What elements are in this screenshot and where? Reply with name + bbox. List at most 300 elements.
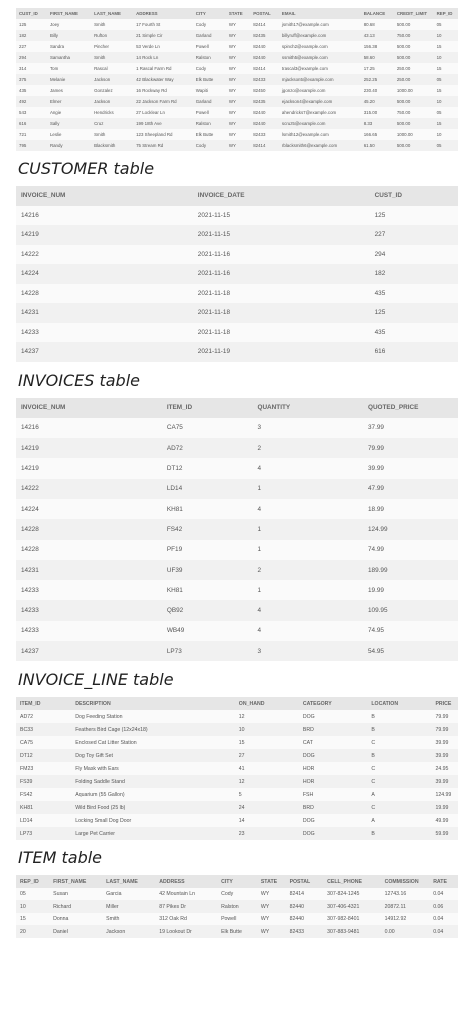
table-cell: 294 [370, 245, 458, 265]
table-cell: AD72 [16, 710, 71, 723]
table-cell: Garcia [102, 888, 155, 901]
table-row [16, 284, 458, 304]
header-row [16, 186, 458, 206]
table-cell: 14224 [16, 499, 162, 519]
table-cell: 315.00 [361, 107, 394, 118]
table-cell: 4 [252, 600, 363, 620]
table-cell: Blacksmith [91, 140, 133, 151]
table-row [16, 74, 458, 85]
table-cell: 58.60 [361, 52, 394, 63]
table-row [16, 580, 458, 600]
table-cell: 23 [235, 827, 299, 840]
table-cell: 294 [16, 52, 47, 63]
table-cell: 1 Rascal Farm Rd [133, 63, 193, 74]
table-cell: 39.99 [431, 749, 458, 762]
table-cell: 10 [434, 129, 458, 140]
table-cell: Jackson [102, 925, 155, 938]
table-cell: 14233 [16, 600, 162, 620]
table-cell: 42 Blackwater Way [133, 74, 193, 85]
table-cell: 15 [16, 913, 49, 926]
table-cell: 166.65 [361, 129, 394, 140]
table-cell: 37.99 [363, 418, 458, 438]
rep-data-table [16, 875, 458, 938]
table-cell: 189.99 [363, 560, 458, 580]
table-cell: Powell [193, 41, 226, 52]
table-cell: 43.13 [361, 30, 394, 41]
table-cell: Sandra [47, 41, 91, 52]
invoice-line-data-table [16, 398, 458, 662]
table-row [16, 206, 458, 226]
table-cell: 1000.00 [394, 85, 434, 96]
table-cell: 14222 [16, 245, 193, 265]
table-cell: Cody [217, 888, 257, 901]
table-cell: 21 Simple Cir [133, 30, 193, 41]
table-cell: Elk Butte [193, 129, 226, 140]
table-cell: Billy [47, 30, 91, 41]
table-cell: 14216 [16, 206, 193, 226]
table-cell: 435 [16, 85, 47, 96]
table-cell: 2021-11-18 [193, 284, 370, 304]
table-cell: QB92 [162, 600, 253, 620]
table-cell: 307-824-1245 [323, 888, 380, 901]
table-cell: 14219 [16, 458, 162, 478]
table-row [16, 913, 458, 926]
table-cell: James [47, 85, 91, 96]
table-cell: 24.95 [431, 762, 458, 775]
table-cell: 10 [434, 96, 458, 107]
table-cell: DOG [299, 827, 368, 840]
table-row [16, 479, 458, 499]
table-cell: 250.00 [394, 63, 434, 74]
table-cell: 74.95 [363, 621, 458, 641]
table-cell: Ralston [217, 900, 257, 913]
table-row [16, 710, 458, 723]
table-cell: WY [226, 41, 250, 52]
table-cell: 14231 [16, 303, 193, 323]
table-cell: WY [257, 913, 286, 926]
header-row [16, 875, 458, 888]
table-cell: 82433 [250, 129, 279, 140]
table-cell: C [367, 736, 431, 749]
table-cell: 14231 [16, 560, 162, 580]
column-header: EMAIL [279, 8, 361, 19]
table-cell: 1 [252, 519, 363, 539]
column-header: LAST_NAME [91, 8, 133, 19]
table-cell: 17.25 [361, 63, 394, 74]
table-cell: Jackson [91, 96, 133, 107]
table-cell: 75 Stream Rd [133, 140, 193, 151]
table-row [16, 801, 458, 814]
table-row [16, 888, 458, 901]
table-cell: Elk Butte [193, 74, 226, 85]
table-cell: UF39 [162, 560, 253, 580]
header-row [16, 8, 458, 19]
table-cell: 182 [16, 30, 47, 41]
table-row [16, 63, 458, 74]
table-cell: 42 Mountain Ln [155, 888, 217, 901]
table-cell: 721 [16, 129, 47, 140]
table-cell: KH81 [16, 801, 71, 814]
table-cell: KH81 [162, 499, 253, 519]
table-cell: Smith [91, 52, 133, 63]
table-cell: 15 [235, 736, 299, 749]
table-cell: WY [226, 107, 250, 118]
column-header: LOCATION [367, 697, 431, 710]
table-row [16, 814, 458, 827]
table-cell: 82414 [250, 140, 279, 151]
table-cell: 2021-11-15 [193, 225, 370, 245]
table-cell: 47.99 [363, 479, 458, 499]
table-cell: 1 [252, 540, 363, 560]
table-cell: 314 [16, 63, 47, 74]
table-cell: 14233 [16, 323, 193, 343]
header-row [16, 398, 458, 418]
table-row [16, 749, 458, 762]
table-row [16, 723, 458, 736]
table-cell: 435 [370, 284, 458, 304]
table-cell: 0.04 [429, 913, 458, 926]
table-cell: 14216 [16, 418, 162, 438]
column-header: POSTAL [250, 8, 279, 19]
column-header: STATE [226, 8, 250, 19]
table-cell: WY [226, 96, 250, 107]
table-cell: B [367, 749, 431, 762]
table-row [16, 52, 458, 63]
column-header: INVOICE_DATE [193, 186, 370, 206]
table-cell: 8.33 [361, 118, 394, 129]
table-cell: 2 [252, 438, 363, 458]
column-header: STATE [257, 875, 286, 888]
table-cell: Enclosed Cat Litter Station [71, 736, 235, 749]
table-cell: 5 [235, 788, 299, 801]
table-cell: 1 [252, 479, 363, 499]
table-row [16, 342, 458, 362]
table-row [16, 129, 458, 140]
table-cell: BRD [299, 723, 368, 736]
table-cell: Cody [193, 19, 226, 30]
table-cell: 4 [252, 621, 363, 641]
table-cell: C [367, 775, 431, 788]
table-cell: 750.00 [394, 30, 434, 41]
table-cell: KH81 [162, 580, 253, 600]
table-cell: WY [257, 900, 286, 913]
table-cell: DOG [299, 814, 368, 827]
table-cell: 500.00 [394, 118, 434, 129]
table-cell: 124.99 [363, 519, 458, 539]
table-cell: 3 [252, 418, 363, 438]
table-cell: 05 [434, 107, 458, 118]
table-cell: Locking Small Dog Door [71, 814, 235, 827]
table-row [16, 519, 458, 539]
table-cell: scruz5@example.com [279, 118, 361, 129]
invoices-table-title: INVOICES table [18, 370, 140, 390]
table-cell: 82440 [286, 913, 324, 926]
table-row [16, 458, 458, 478]
table-cell: 39.99 [431, 736, 458, 749]
table-cell: ahendricks7@example.com [279, 107, 361, 118]
table-cell: 14219 [16, 438, 162, 458]
table-cell: 125 [370, 206, 458, 226]
table-cell: 10 [235, 723, 299, 736]
table-cell: Randy [47, 140, 91, 151]
table-cell: B [367, 710, 431, 723]
table-cell: HOR [299, 762, 368, 775]
table-row [16, 540, 458, 560]
table-cell: 80.68 [361, 19, 394, 30]
table-cell: 15 [434, 63, 458, 74]
table-row [16, 499, 458, 519]
table-cell: Smith [91, 129, 133, 140]
table-cell: 500.00 [394, 41, 434, 52]
table-cell: 82440 [250, 118, 279, 129]
table-cell: 41 [235, 762, 299, 775]
table-cell: 19.99 [431, 801, 458, 814]
column-header: PRICE [431, 697, 458, 710]
table-cell: 1 [252, 580, 363, 600]
table-cell: 307-406-4321 [323, 900, 380, 913]
column-header: QUOTED_PRICE [363, 398, 458, 418]
table-cell: 82440 [250, 107, 279, 118]
table-cell: 14237 [16, 641, 162, 661]
customer-data-table [16, 8, 458, 151]
header-row [16, 697, 458, 710]
table-cell: 435 [370, 323, 458, 343]
table-cell: mjackson5@example.com [279, 74, 361, 85]
table-cell: BRD [299, 801, 368, 814]
table-cell: AD72 [162, 438, 253, 458]
column-header: FIRST_NAME [49, 875, 102, 888]
column-header: CELL_PHONE [323, 875, 380, 888]
column-header: CATEGORY [299, 697, 368, 710]
table-cell: 1000.00 [394, 129, 434, 140]
table-cell: B [367, 723, 431, 736]
table-row [16, 107, 458, 118]
table-cell: 0.04 [429, 925, 458, 938]
table-cell: Ralston [193, 52, 226, 63]
table-cell: 14233 [16, 621, 162, 641]
table-cell: 14224 [16, 264, 193, 284]
table-cell: WY [226, 30, 250, 41]
table-cell: 05 [16, 888, 49, 901]
column-header: POSTAL [286, 875, 324, 888]
table-cell: Dog Toy Gift Set [71, 749, 235, 762]
table-row [16, 418, 458, 438]
table-cell: Dog Feeding Station [71, 710, 235, 723]
table-cell: 14 Rock Ln [133, 52, 193, 63]
table-cell: 2021-11-16 [193, 264, 370, 284]
table-cell: Donna [49, 913, 102, 926]
column-header: COMMISSION [381, 875, 430, 888]
table-cell: Powell [217, 913, 257, 926]
table-cell: 05 [434, 19, 458, 30]
table-cell: 45.20 [361, 96, 394, 107]
table-cell: FM23 [16, 762, 71, 775]
table-cell: 82440 [250, 41, 279, 52]
table-cell: Pincher [91, 41, 133, 52]
table-cell: 0.06 [429, 900, 458, 913]
table-cell: 616 [16, 118, 47, 129]
table-cell: Wild Bird Food (25 lb) [71, 801, 235, 814]
table-cell: 82414 [250, 19, 279, 30]
table-cell: Tom [47, 63, 91, 74]
table-cell: FS39 [16, 775, 71, 788]
table-cell: 10 [434, 30, 458, 41]
table-cell: 312 Oak Rd [155, 913, 217, 926]
table-row [16, 775, 458, 788]
table-cell: trascal3@example.com [279, 63, 361, 74]
table-cell: 14219 [16, 225, 193, 245]
table-cell: HOR [299, 775, 368, 788]
column-header: RATE [429, 875, 458, 888]
column-header: QUANTITY [252, 398, 363, 418]
table-cell: 2021-11-18 [193, 323, 370, 343]
table-cell: 14228 [16, 284, 193, 304]
table-cell: 12 [235, 775, 299, 788]
table-cell: 79.99 [363, 438, 458, 458]
table-cell: Richard [49, 900, 102, 913]
table-cell: 87 Pikes Dr [155, 900, 217, 913]
invoices-data-table [16, 186, 458, 362]
table-row [16, 140, 458, 151]
table-cell: 15 [434, 85, 458, 96]
table-row [16, 19, 458, 30]
table-row [16, 30, 458, 41]
table-cell: Susan [49, 888, 102, 901]
table-cell: jgonzo@example.com [279, 85, 361, 96]
table-cell: 82433 [250, 74, 279, 85]
table-row [16, 303, 458, 323]
column-header: CITY [217, 875, 257, 888]
column-header: ITEM_ID [16, 697, 71, 710]
table-cell: Joey [47, 19, 91, 30]
table-cell: 10 [16, 900, 49, 913]
table-cell: WY [226, 85, 250, 96]
table-cell: WY [226, 19, 250, 30]
table-row [16, 827, 458, 840]
column-header: INVOICE_NUM [16, 186, 193, 206]
table-cell: 22 Jackson Farm Rd [133, 96, 193, 107]
table-cell: 15 [434, 41, 458, 52]
table-cell: FS42 [162, 519, 253, 539]
table-cell: A [367, 814, 431, 827]
table-cell: Jackson [91, 74, 133, 85]
table-cell: B [367, 827, 431, 840]
table-cell: Leslie [47, 129, 91, 140]
table-cell: 543 [16, 107, 47, 118]
table-cell: 82435 [250, 96, 279, 107]
table-cell: 0.00 [381, 925, 430, 938]
table-cell: Cody [193, 63, 226, 74]
table-cell: Smith [102, 913, 155, 926]
table-cell: Folding Saddle Stand [71, 775, 235, 788]
table-cell: 12 [235, 710, 299, 723]
table-cell: 250.00 [394, 74, 434, 85]
table-cell: WY [257, 925, 286, 938]
table-cell: Gonzalez [91, 85, 133, 96]
table-cell: A [367, 788, 431, 801]
table-cell: Angie [47, 107, 91, 118]
table-cell: WY [257, 888, 286, 901]
table-cell: 19 Lookout Dr [155, 925, 217, 938]
column-header: REP_ID [16, 875, 49, 888]
column-header: CUST_ID [370, 186, 458, 206]
table-cell: 82440 [286, 900, 324, 913]
table-cell: 82440 [250, 52, 279, 63]
table-cell: 14237 [16, 342, 193, 362]
column-header: BALANCE [361, 8, 394, 19]
table-cell: 14233 [16, 580, 162, 600]
table-cell: 82433 [286, 925, 324, 938]
table-cell: 307-883-9481 [323, 925, 380, 938]
table-cell: WY [226, 129, 250, 140]
table-cell: Rascal [91, 63, 133, 74]
table-cell: FSH [299, 788, 368, 801]
table-cell: Sally [47, 118, 91, 129]
table-row [16, 900, 458, 913]
table-cell: Miller [102, 900, 155, 913]
invoice-line-table-title: INVOICE_LINE table [18, 670, 174, 690]
table-cell: 61.50 [361, 140, 394, 151]
table-cell: WY [226, 140, 250, 151]
table-cell: 0.04 [429, 888, 458, 901]
table-cell: CA75 [16, 736, 71, 749]
table-cell: lsmith12@example.com [279, 129, 361, 140]
table-cell: 125 [16, 19, 47, 30]
column-header: CREDIT_LIMIT [394, 8, 434, 19]
table-cell: spinch2@example.com [279, 41, 361, 52]
table-cell: LP73 [162, 641, 253, 661]
table-cell: Powell [193, 107, 226, 118]
table-cell: 82414 [286, 888, 324, 901]
table-cell: 616 [370, 342, 458, 362]
table-row [16, 41, 458, 52]
table-cell: Cruz [91, 118, 133, 129]
table-row [16, 245, 458, 265]
table-row [16, 600, 458, 620]
table-cell: 2021-11-16 [193, 245, 370, 265]
table-cell: 199 18th Ave [133, 118, 193, 129]
table-cell: Melanie [47, 74, 91, 85]
table-row [16, 96, 458, 107]
table-row [16, 323, 458, 343]
table-cell: ejackson4@example.com [279, 96, 361, 107]
table-cell: Ralston [193, 118, 226, 129]
table-cell: 307-982-8401 [323, 913, 380, 926]
table-cell: 14912.92 [381, 913, 430, 926]
table-row [16, 118, 458, 129]
table-cell: Elk Butte [217, 925, 257, 938]
table-cell: 27 [235, 749, 299, 762]
table-cell: 79.99 [431, 710, 458, 723]
table-cell: 15 [434, 118, 458, 129]
table-cell: Cody [193, 140, 226, 151]
table-cell: 492 [16, 96, 47, 107]
table-cell: 39.99 [363, 458, 458, 478]
table-cell: WY [226, 118, 250, 129]
table-cell: 156.38 [361, 41, 394, 52]
table-cell: 82450 [250, 85, 279, 96]
table-cell: 500.00 [394, 140, 434, 151]
table-row [16, 225, 458, 245]
table-cell: 14 [235, 814, 299, 827]
table-cell: 2 [252, 560, 363, 580]
table-cell: 2021-11-19 [193, 342, 370, 362]
table-cell: Wapiti [193, 85, 226, 96]
table-row [16, 641, 458, 661]
customer-table-title: CUSTOMER table [18, 159, 155, 178]
item-table-title: ITEM table [18, 848, 103, 868]
table-cell: 20872.11 [381, 900, 430, 913]
